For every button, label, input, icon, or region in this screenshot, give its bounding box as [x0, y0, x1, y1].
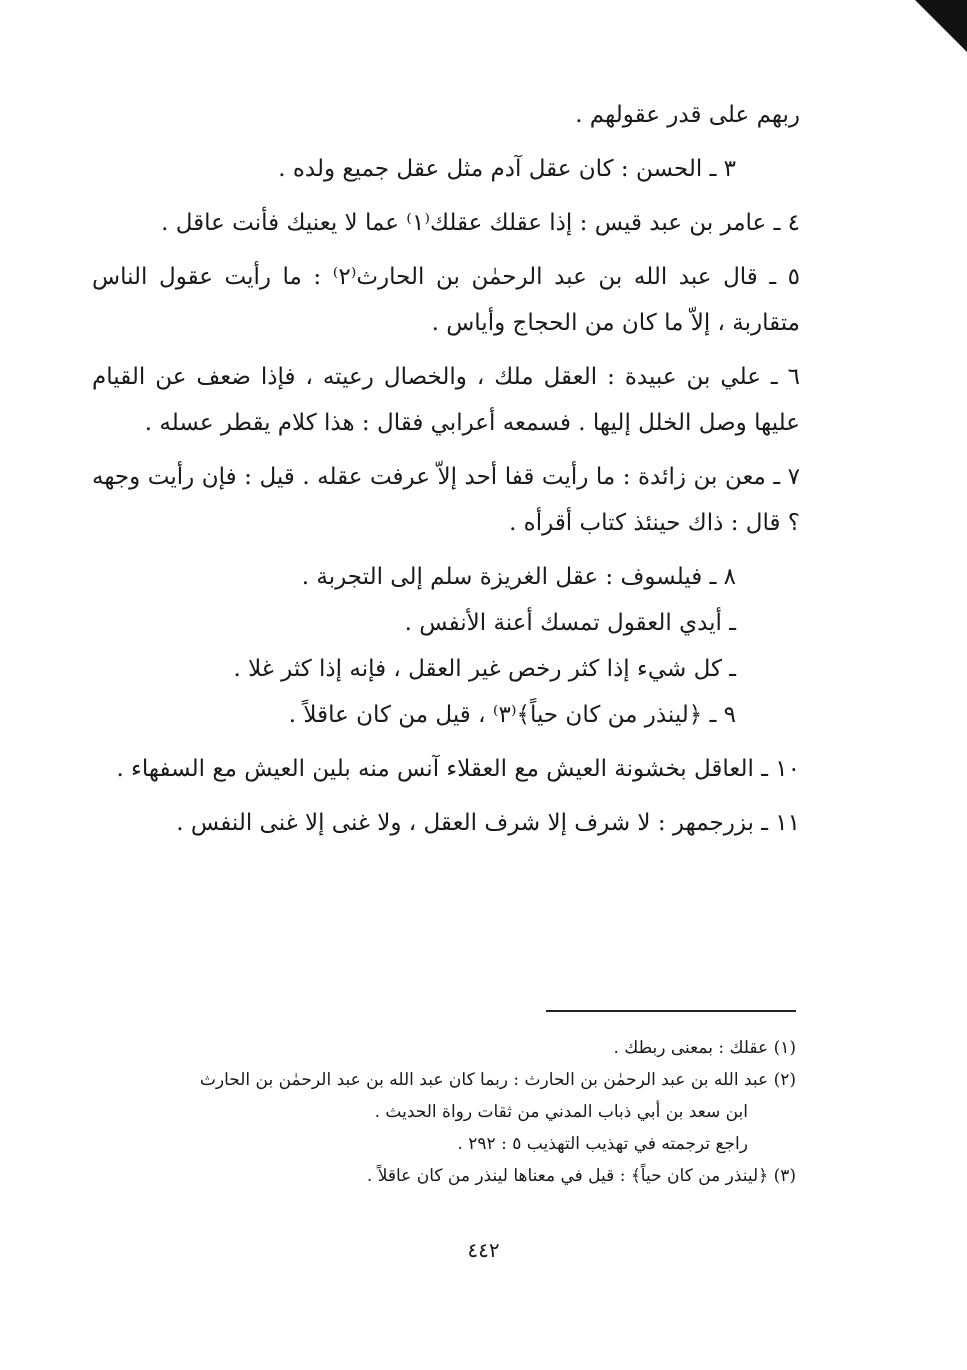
corner-triangle-mark: [915, 0, 967, 52]
footnote-2-reference: راجع ترجمته في تهذيب التهذيب ٥ : ٢٩٢ .: [457, 1134, 748, 1154]
paragraph-8-saying-1: ـ أيدي العقول تمسك أعنة الأنفس .: [404, 610, 736, 636]
paragraph-7: ٧ ـ معن بن زائدة : ما رأيت قفا أحد إلاّ عرفت عقله . قيل : فإن رأيت وجهه ؟ قال : ذاك حينئذ كتاب أقرأه .: [92, 464, 800, 536]
footnote-divider: [546, 1010, 796, 1012]
footnote-2-continuation: ابن سعد بن أبي ذباب المدني من ثقات رواة الحديث .: [374, 1102, 748, 1122]
paragraph-continuation: ربهم على قدر عقولهم .: [575, 102, 800, 128]
page-number: ٤٤٢: [467, 1238, 500, 1262]
footnote-1: (١) عقلك : بمعنى ربطك .: [613, 1038, 796, 1058]
footnote-2: (٢) عبد الله بن عبد الرحمٰن بن الحارث : ربما كان عبد الله بن عبد الرحمٰن بن الحارث: [199, 1070, 796, 1090]
paragraph-8: ٨ ـ فيلسوف : عقل الغريزة سلم إلى التجربة .: [301, 564, 736, 590]
paragraph-11: ١١ ـ بزرجمهر : لا شرف إلا شرف العقل ، ولا غنى إلا غنى النفس .: [176, 810, 800, 836]
paragraph-3: ٣ ـ الحسن : كان عقل آدم مثل عقل جميع ولده .: [278, 156, 736, 182]
footnote-3: (٣) ﴿لينذر من كان حياً﴾ : قيل في معناها لينذر من كان عاقلاً .: [366, 1166, 796, 1186]
paragraph-5: ٥ ـ قال عبد الله بن عبد الرحمٰن بن الحارث⁽٢⁾ : ما رأيت عقول الناس متقاربة ، إلاّ ما كان من الحجاج وأياس .: [92, 264, 800, 336]
main-text: [92, 92, 800, 854]
paragraph-8-saying-2: ـ كل شيء إذا كثر رخص غير العقل ، فإنه إذا كثر غلا .: [233, 656, 736, 682]
paragraph-9: ٩ ـ ﴿لينذر من كان حياً﴾⁽٣⁾ ، قيل من كان عاقلاً .: [288, 702, 736, 728]
paragraph-10: ١٠ ـ العاقل بخشونة العيش مع العقلاء آنس منه بلين العيش مع السفهاء .: [116, 756, 800, 782]
paragraph-6: ٦ ـ علي بن عبيدة : العقل ملك ، والخصال رعيته ، فإذا ضعف عن القيام عليها وصل الخلل إليها . فسمعه أعرابي فقال : هذا كلام يقطر عسله .: [92, 364, 800, 436]
paragraph-4: ٤ ـ عامر بن عبد قيس : إذا عقلك عقلك⁽١⁾ عما لا يعنيك فأنت عاقل .: [161, 210, 800, 236]
footnotes-section: [86, 1010, 796, 1192]
